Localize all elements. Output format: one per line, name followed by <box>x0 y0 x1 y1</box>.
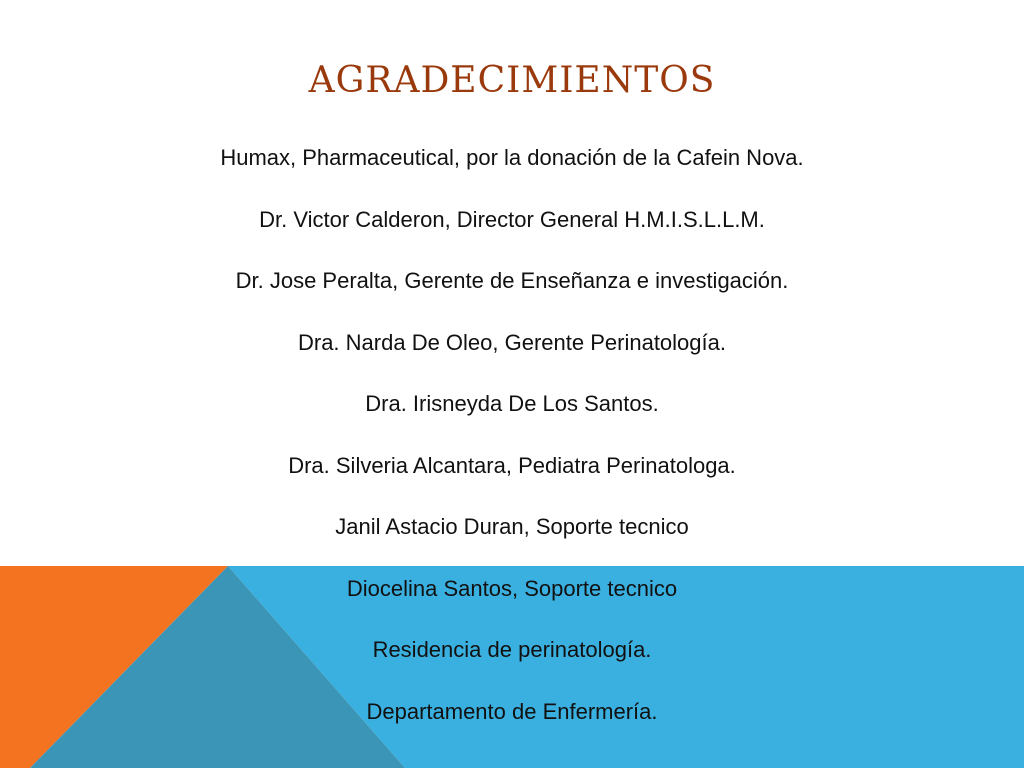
slide-title: AGRADECIMIENTOS <box>308 60 716 101</box>
acknowledgement-line: Humax, Pharmaceutical, por la donación de la Cafein Nova. <box>220 145 804 170</box>
acknowledgement-line: Janil Astacio Duran, Soporte tecnico <box>335 514 689 539</box>
acknowledgement-line: Dra. Irisneyda De Los Santos. <box>365 391 659 416</box>
acknowledgement-line: Diocelina Santos, Soporte tecnico <box>346 575 678 601</box>
acknowledgement-line: Dra. Silveria Alcantara, Pediatra Perinatologa. <box>288 452 736 478</box>
acknowledgement-line: Dr. Jose Peralta, Gerente de Enseñanza e investigación. <box>235 268 789 293</box>
acknowledgement-line: Departamento de Enfermería. <box>366 698 658 724</box>
acknowledgement-line: Residencia de perinatología. <box>372 637 652 662</box>
acknowledgements-list <box>0 132 1024 747</box>
acknowledgement-line: Dra. Narda De Oleo, Gerente Perinatología. <box>297 329 726 355</box>
acknowledgement-line: Dr. Victor Calderon, Director General H.M.I.S.L.L.M. <box>259 206 765 232</box>
